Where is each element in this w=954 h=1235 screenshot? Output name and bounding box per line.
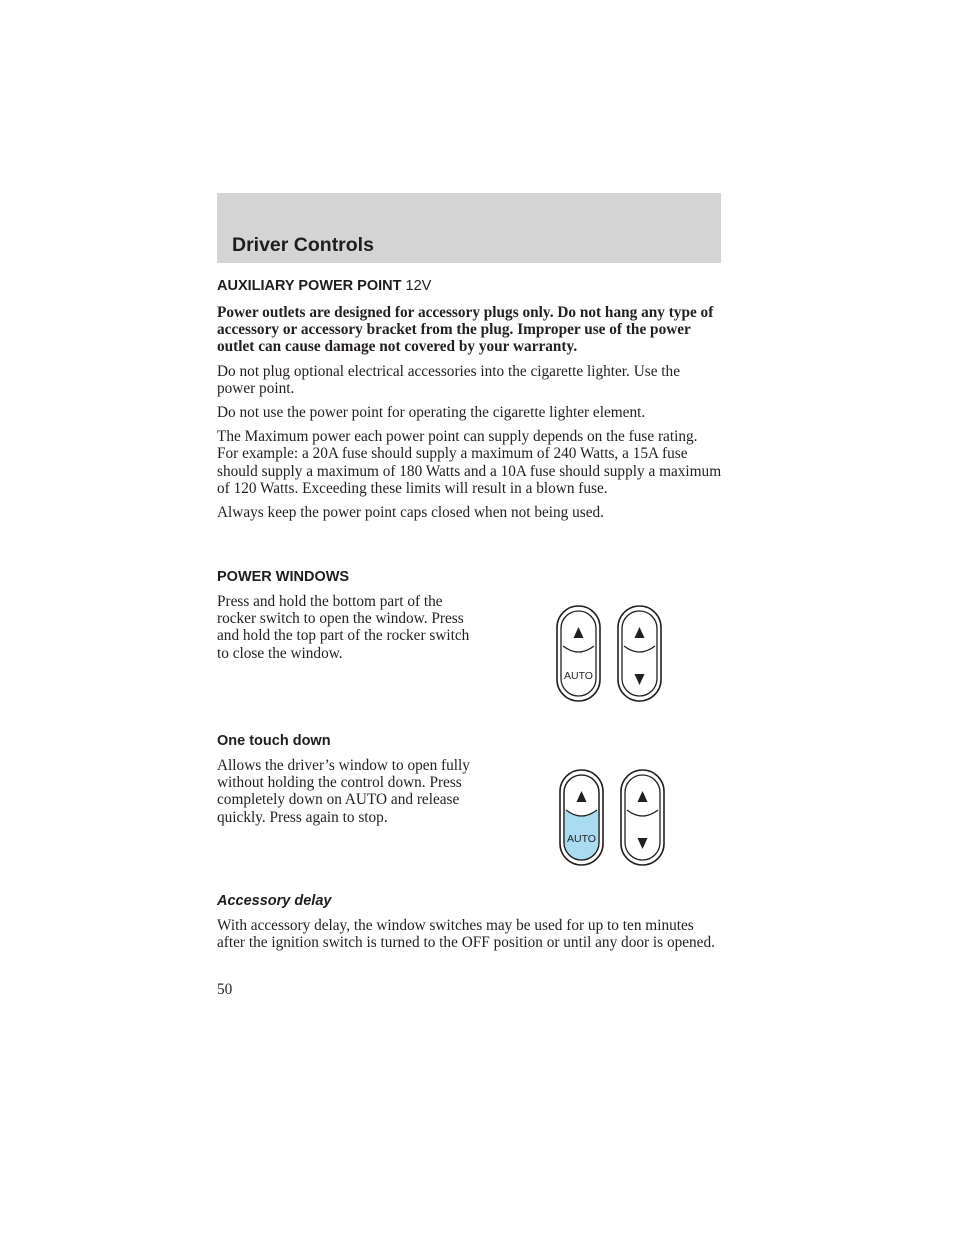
page-number: 50 [217, 981, 233, 998]
driver-window-switch [557, 606, 600, 701]
power-windows-heading: POWER WINDOWS [217, 569, 350, 585]
power-windows-text: Press and hold the bottom part of the rocker switch to open the window. Press and hold the top part of the rocker switch to close the window. [217, 593, 470, 662]
section-header-band [217, 193, 721, 263]
driver-window-switch-pressed [560, 770, 603, 865]
auto-label: AUTO [567, 833, 596, 845]
one-touch-heading: One touch down [217, 733, 331, 749]
power-window-switches-illustration [545, 600, 670, 708]
aux-power-paragraph-2: Do not use the power point for operating the cigarette lighter element. [217, 404, 646, 422]
aux-power-paragraph-4: Always keep the power point caps closed when not being used. [217, 504, 605, 522]
section-title: Driver Controls [232, 234, 374, 256]
aux-power-heading [217, 278, 722, 295]
passenger-window-switch [621, 770, 664, 865]
aux-power-paragraph-3: The Maximum power each power point can supply depends on the fuse rating. For example: a 20A fuse should supply a maximum of 240 Watts, a 15A fuse should supply a maximum of 180 Watts and a 10A fuse should supply a maximum of 120 Watts. Exceeding these limits will result in a blown fuse. [217, 428, 722, 497]
auto-label: AUTO [564, 670, 593, 682]
one-touch-switches-illustration [548, 764, 673, 872]
aux-power-warning: Power outlets are designed for accessory plugs only. Do not hang any type of accessory or accessory bracket from the plug. Improper use of the power outlet can cause damage not covered by your warranty. [217, 304, 714, 356]
aux-power-section [217, 278, 722, 521]
aux-power-paragraph-1: Do not plug optional electrical accessories into the cigarette lighter. Use the power point. [217, 362, 680, 397]
one-touch-text: Allows the driver’s window to open fully without holding the control down. Press completely down on AUTO and release quickly. Press again to stop. [217, 757, 470, 826]
aux-power-unit: 12V [405, 278, 432, 294]
accessory-delay-heading: Accessory delay [217, 893, 332, 909]
aux-power-heading-text: AUXILIARY POWER POINT [217, 278, 402, 294]
passenger-window-switch [618, 606, 661, 701]
accessory-delay-section [217, 893, 722, 951]
accessory-delay-text: With accessory delay, the window switches may be used for up to ten minutes after the ignition switch is turned to the OFF position or until any door is opened. [217, 917, 715, 952]
